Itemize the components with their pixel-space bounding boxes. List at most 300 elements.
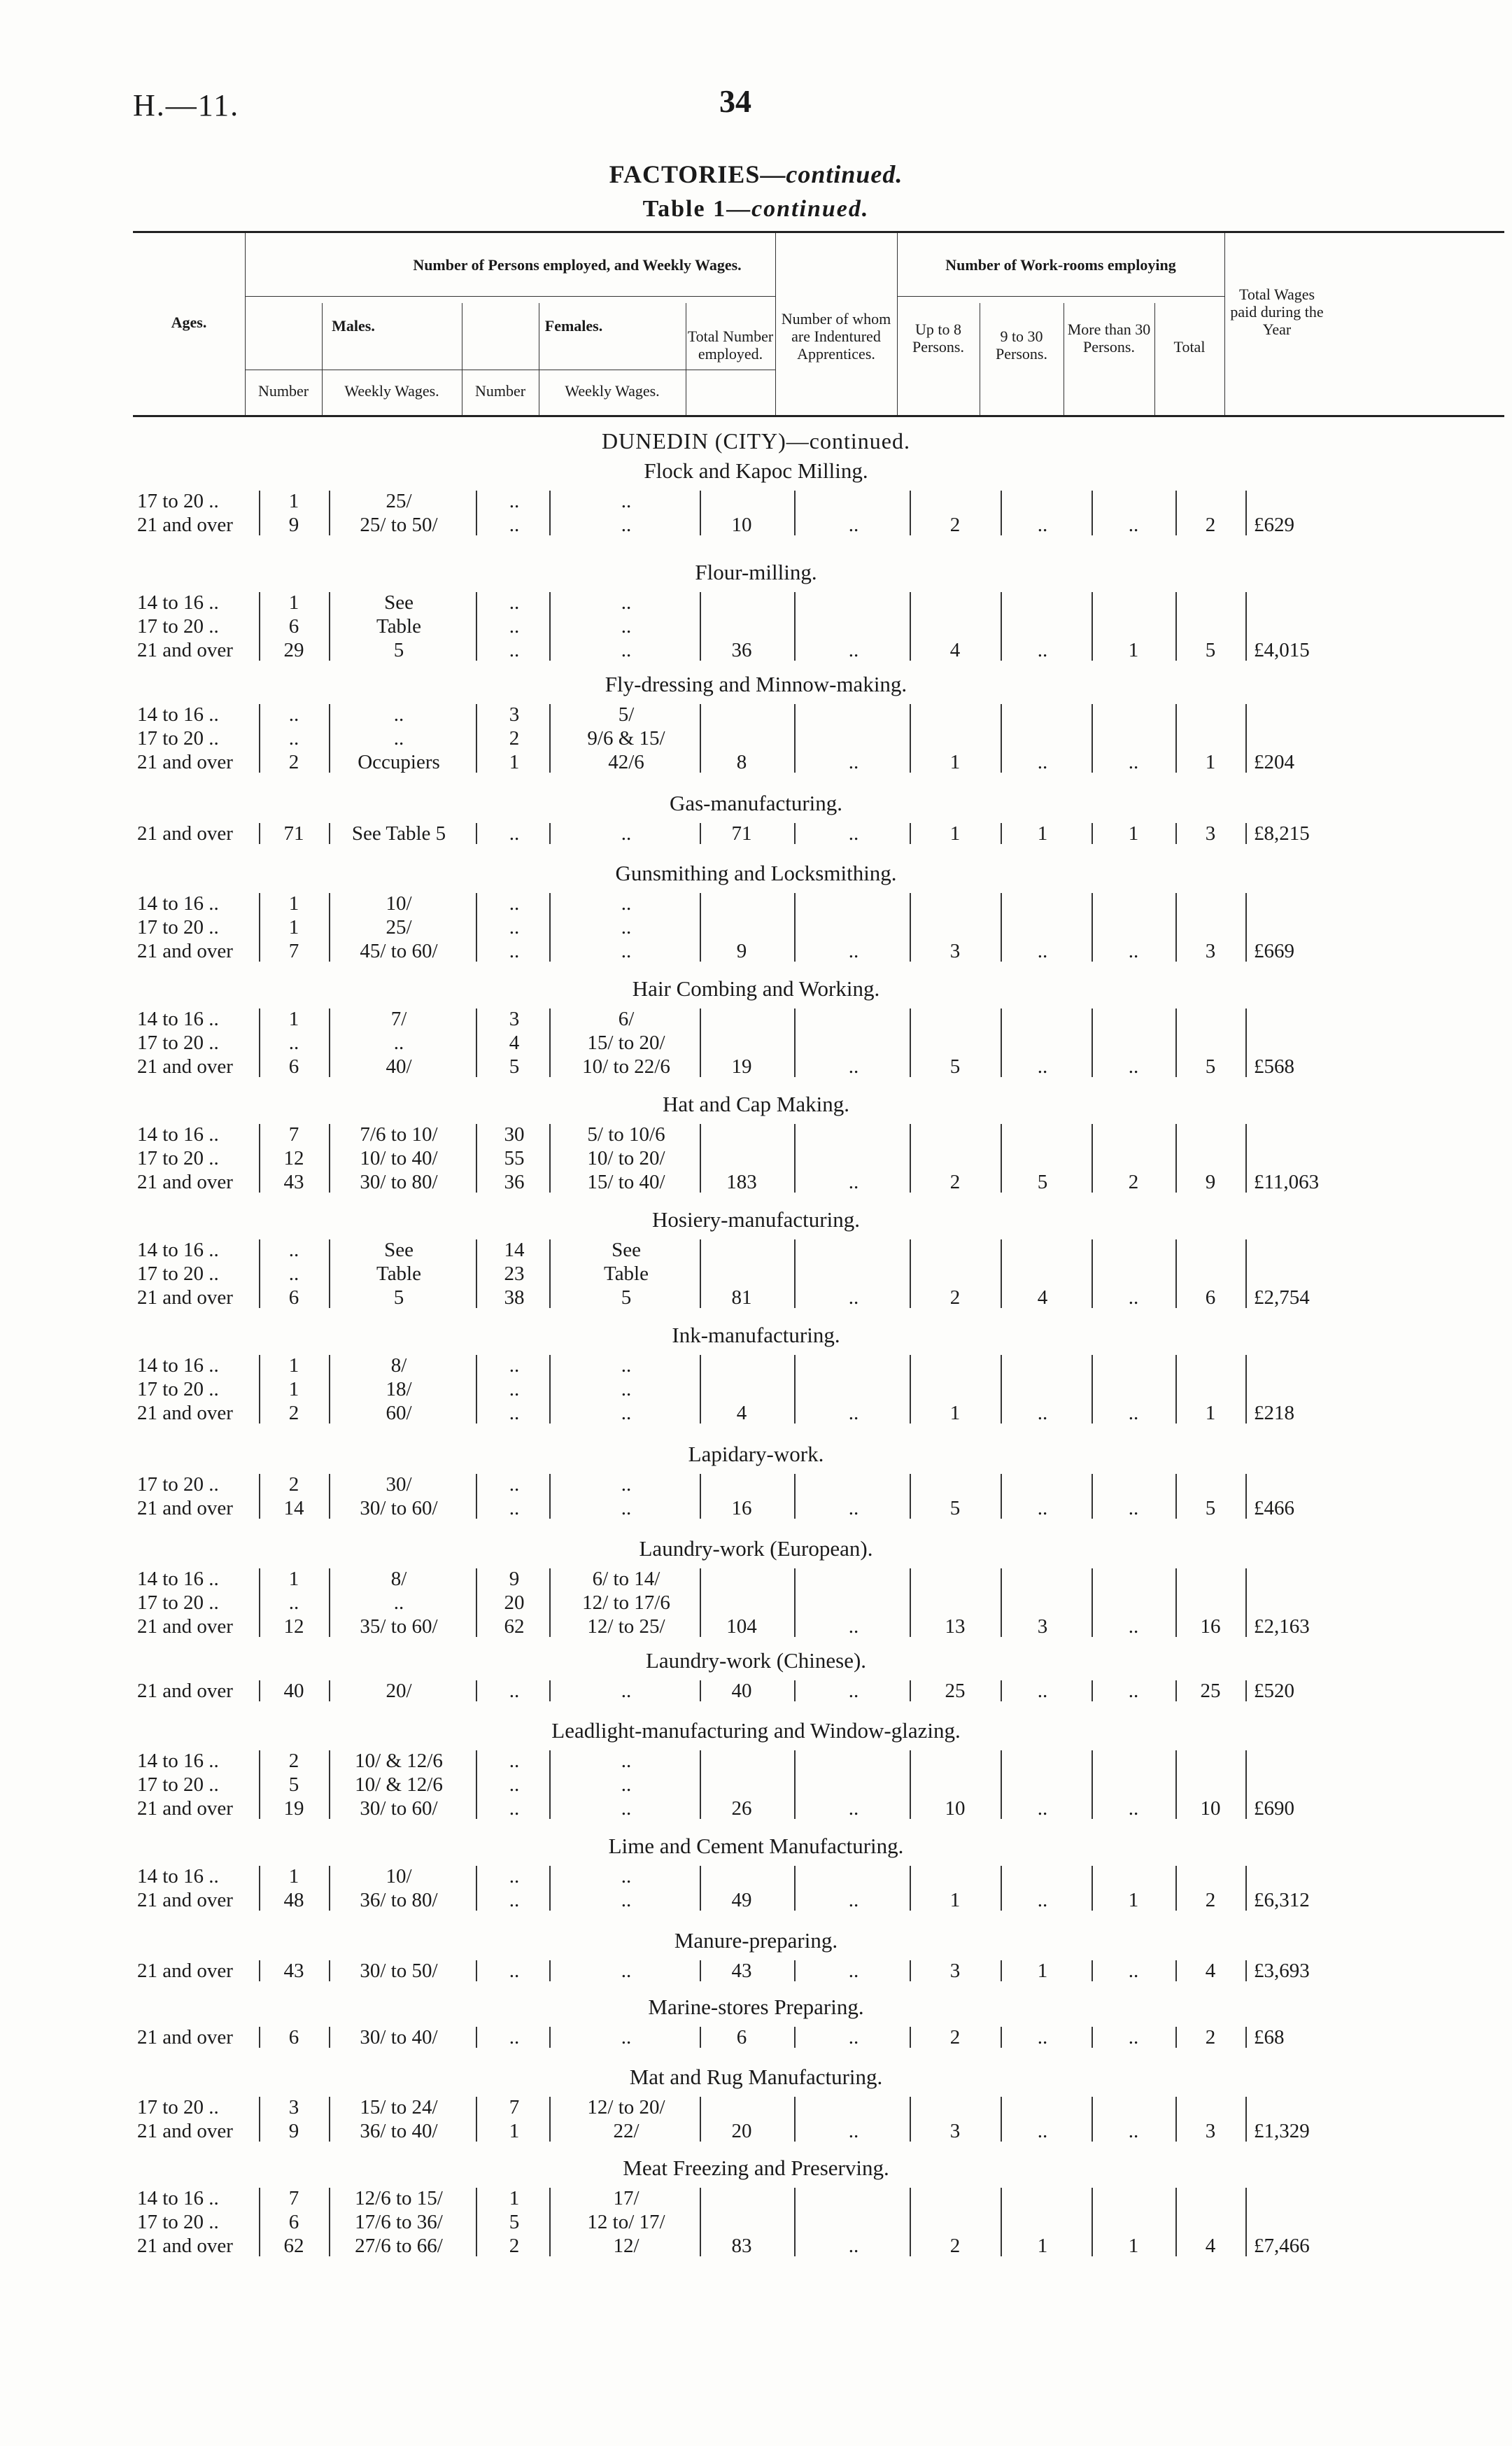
column-rule xyxy=(1091,1474,1093,1519)
rooms-more-than-30: .. xyxy=(1128,940,1139,962)
male-weekly-wages: 30/ to 40/ xyxy=(360,2026,438,2048)
column-rule xyxy=(329,1960,330,1981)
apprentices: .. xyxy=(848,1402,859,1424)
column-rule xyxy=(1001,823,1002,844)
total-employed: 43 xyxy=(731,1960,752,1982)
column-rule xyxy=(700,2027,701,2048)
male-weekly-wages: 27/6 to 66/ xyxy=(355,2235,443,2257)
female-weekly-wages: .. xyxy=(621,940,632,962)
age-group: 17 to 20 .. xyxy=(137,2211,219,2233)
column-rule xyxy=(910,592,911,661)
column-rule xyxy=(1175,1474,1177,1519)
male-number: 1 xyxy=(288,490,299,512)
male-weekly-wages: 10/ to 40/ xyxy=(360,1147,438,1169)
female-weekly-wages: 12 to/ 17/ xyxy=(587,2211,665,2233)
age-group: 17 to 20 .. xyxy=(137,1147,219,1169)
age-group: 21 and over xyxy=(137,1615,233,1638)
female-number: 4 xyxy=(509,1032,520,1054)
rooms-more-than-30: .. xyxy=(1128,2026,1139,2048)
column-rule xyxy=(700,823,701,844)
age-group: 17 to 20 .. xyxy=(137,727,219,750)
column-rule xyxy=(1245,893,1247,962)
male-number: 1 xyxy=(288,1354,299,1377)
column-rule xyxy=(549,823,551,844)
column-rule xyxy=(329,1355,330,1424)
female-number: 5 xyxy=(509,1055,520,1078)
column-rule xyxy=(1001,1474,1002,1519)
female-weekly-wages: 6/ xyxy=(618,1008,635,1030)
male-number: 1 xyxy=(288,591,299,614)
column-rule xyxy=(1245,1008,1247,1077)
column-rule xyxy=(329,1474,330,1519)
column-rule xyxy=(910,1008,911,1077)
column-rule xyxy=(476,1750,477,1819)
male-number: 6 xyxy=(288,1055,299,1078)
age-group: 21 and over xyxy=(137,514,233,536)
column-rule xyxy=(329,1008,330,1077)
header-apprentices: Number of whom are Indentured Apprentices. xyxy=(781,310,891,363)
rooms-total: 2 xyxy=(1205,1889,1216,1911)
section-title: Laundry-work (Chinese). xyxy=(645,1648,867,1673)
header-total-employed: Total Number employed. xyxy=(687,328,774,363)
section-title: Meat Freezing and Preserving. xyxy=(623,2156,889,2180)
male-weekly-wages: Table xyxy=(376,1263,421,1285)
apprentices: .. xyxy=(848,2026,859,2048)
male-weekly-wages: 36/ to 40/ xyxy=(360,2120,438,2142)
male-number: 1 xyxy=(288,1568,299,1590)
apprentices: .. xyxy=(848,1055,859,1078)
section-title: Mat and Rug Manufacturing. xyxy=(629,2065,883,2089)
age-group: 21 and over xyxy=(137,2120,233,2142)
column-rule xyxy=(1245,1239,1247,1308)
section-title: Flock and Kapoc Milling. xyxy=(644,458,868,483)
age-group: 14 to 16 .. xyxy=(137,703,219,726)
female-number: .. xyxy=(509,1378,520,1400)
header-wages-paid: Total Wages paid during the Year xyxy=(1230,286,1324,338)
age-group: 17 to 20 .. xyxy=(137,490,219,512)
rooms-total: 4 xyxy=(1205,2235,1216,2257)
female-weekly-wages: .. xyxy=(621,822,632,845)
column-rule xyxy=(1245,1680,1247,1701)
female-number: 36 xyxy=(504,1171,525,1193)
column-rule xyxy=(1001,893,1002,962)
column-rule xyxy=(794,1124,796,1193)
male-weekly-wages: 10/ xyxy=(386,892,412,915)
column-rule xyxy=(1175,704,1177,773)
column-rule xyxy=(259,1355,260,1424)
rooms-up-to-8: 5 xyxy=(949,1497,961,1519)
age-group: 21 and over xyxy=(137,1497,233,1519)
header-female-number: Number xyxy=(474,382,526,400)
male-weekly-wages: .. xyxy=(393,727,404,750)
age-group: 14 to 16 .. xyxy=(137,1354,219,1377)
total-employed: 26 xyxy=(731,1797,752,1820)
column-rule xyxy=(910,1124,911,1193)
female-weekly-wages: 12/ to 17/6 xyxy=(582,1591,670,1614)
column-rule xyxy=(476,491,477,535)
rooms-more-than-30: .. xyxy=(1128,751,1139,773)
column-rule xyxy=(700,2188,701,2256)
header-male-number: Number xyxy=(257,382,309,400)
female-number: .. xyxy=(509,822,520,845)
total-employed: 71 xyxy=(731,822,752,845)
male-weekly-wages: 5 xyxy=(393,1286,404,1309)
section-title: Flour-milling. xyxy=(695,560,817,584)
column-rule xyxy=(1091,1008,1093,1077)
column-rule xyxy=(329,1750,330,1819)
apprentices: .. xyxy=(848,2235,859,2257)
female-weekly-wages: 6/ to 14/ xyxy=(592,1568,660,1590)
rooms-more-than-30: .. xyxy=(1128,1497,1139,1519)
total-employed: 49 xyxy=(731,1889,752,1911)
male-weekly-wages: 15/ to 24/ xyxy=(360,2096,438,2118)
column-rule xyxy=(910,823,911,844)
section-title: Laundry-work (European). xyxy=(639,1536,873,1561)
header-more-than-30: More than 30 Persons. xyxy=(1067,321,1151,356)
male-weekly-wages: 25/ to 50/ xyxy=(360,514,438,536)
column-rule xyxy=(910,893,911,962)
rooms-up-to-8: 2 xyxy=(949,514,961,536)
wages-paid: £2,163 xyxy=(1254,1615,1310,1638)
column-rule xyxy=(476,1960,477,1981)
age-group: 17 to 20 .. xyxy=(137,2096,219,2118)
age-group: 14 to 16 .. xyxy=(137,1239,219,1261)
section-title: Hair Combing and Working. xyxy=(632,976,880,1001)
apprentices: .. xyxy=(848,1889,859,1911)
column-rule xyxy=(476,2027,477,2048)
age-group: 14 to 16 .. xyxy=(137,591,219,614)
female-weekly-wages: .. xyxy=(621,1354,632,1377)
female-number: .. xyxy=(509,639,520,661)
column-rule xyxy=(1175,592,1177,661)
rooms-more-than-30: .. xyxy=(1128,1055,1139,1078)
column-rule xyxy=(549,893,551,962)
column-rule xyxy=(329,1124,330,1193)
female-weekly-wages: 12/ xyxy=(613,2235,640,2257)
male-weekly-wages: 30/ to 80/ xyxy=(360,1171,438,1193)
column-rule xyxy=(700,704,701,773)
male-weekly-wages: 25/ xyxy=(386,916,412,939)
age-group: 14 to 16 .. xyxy=(137,892,219,915)
male-number: 6 xyxy=(288,2026,299,2048)
female-weekly-wages: .. xyxy=(621,1473,632,1496)
female-weekly-wages: .. xyxy=(621,1750,632,1772)
column-rule xyxy=(1091,491,1093,535)
female-weekly-wages: .. xyxy=(621,1889,632,1911)
header-9-to-30: 9 to 30 Persons. xyxy=(996,328,1047,363)
rooms-more-than-30: .. xyxy=(1128,1797,1139,1820)
female-number: 1 xyxy=(509,2120,520,2142)
male-number: 2 xyxy=(288,751,299,773)
female-number: .. xyxy=(509,2026,520,2048)
age-group: 17 to 20 .. xyxy=(137,1473,219,1496)
female-weekly-wages: 12/ to 25/ xyxy=(587,1615,665,1638)
rooms-9-to-30: .. xyxy=(1037,2026,1048,2048)
female-number: 55 xyxy=(504,1147,525,1169)
female-number: 62 xyxy=(504,1615,525,1638)
female-number: .. xyxy=(509,1773,520,1796)
column-rule xyxy=(476,1474,477,1519)
column-rule xyxy=(1245,2027,1247,2048)
male-number: .. xyxy=(288,1032,299,1054)
column-rule xyxy=(476,2188,477,2256)
rooms-9-to-30: 4 xyxy=(1037,1286,1048,1309)
total-employed: 16 xyxy=(731,1497,752,1519)
column-rule xyxy=(1091,1750,1093,1819)
female-number: 23 xyxy=(504,1263,525,1285)
table-subtitle xyxy=(0,196,1512,223)
section-title: Ink-manufacturing. xyxy=(672,1323,840,1347)
district-title: DUNEDIN (CITY)—continued. xyxy=(602,428,910,454)
male-number: 40 xyxy=(283,1680,304,1702)
wages-paid: £1,329 xyxy=(1254,2120,1310,2142)
rooms-more-than-30: .. xyxy=(1128,2120,1139,2142)
apprentices: .. xyxy=(848,822,859,845)
female-weekly-wages: .. xyxy=(621,916,632,939)
apprentices: .. xyxy=(848,1797,859,1820)
column-rule xyxy=(549,491,551,535)
table-subtitle-cont: continued. xyxy=(751,196,870,222)
column-rule xyxy=(1245,1568,1247,1637)
rooms-more-than-30: .. xyxy=(1128,1402,1139,1424)
column-rule xyxy=(259,2097,260,2142)
column-rule xyxy=(794,491,796,535)
age-group: 14 to 16 .. xyxy=(137,1123,219,1146)
column-rule xyxy=(794,1474,796,1519)
apprentices: .. xyxy=(848,639,859,661)
male-weekly-wages: 20/ xyxy=(386,1680,412,1702)
page-title xyxy=(0,160,1512,189)
total-employed: 36 xyxy=(731,639,752,661)
rooms-9-to-30: .. xyxy=(1037,639,1048,661)
column-rule xyxy=(1245,491,1247,535)
male-number: 5 xyxy=(288,1773,299,1796)
female-number: .. xyxy=(509,490,520,512)
male-weekly-wages: 30/ to 60/ xyxy=(360,1797,438,1820)
age-group: 17 to 20 .. xyxy=(137,1032,219,1054)
rooms-total: 4 xyxy=(1205,1960,1216,1982)
age-group: 21 and over xyxy=(137,1286,233,1309)
column-rule xyxy=(1001,1008,1002,1077)
rooms-9-to-30: .. xyxy=(1037,751,1048,773)
header-rooms-group: Number of Work-rooms employing xyxy=(945,256,1176,274)
apprentices: .. xyxy=(848,2120,859,2142)
column-rule xyxy=(1245,823,1247,844)
column-rule xyxy=(549,1960,551,1981)
apprentices: .. xyxy=(848,751,859,773)
female-number: .. xyxy=(509,892,520,915)
male-weekly-wages: 8/ xyxy=(390,1354,407,1377)
age-group: 17 to 20 .. xyxy=(137,916,219,939)
male-number: 7 xyxy=(288,2187,299,2209)
column-rule xyxy=(476,1355,477,1424)
column-rule xyxy=(476,592,477,661)
wages-paid: £204 xyxy=(1254,751,1294,773)
column-rule xyxy=(476,1680,477,1701)
column-rule xyxy=(910,1680,911,1701)
male-number: 29 xyxy=(283,639,304,661)
male-weekly-wages: .. xyxy=(393,703,404,726)
column-rule xyxy=(476,1568,477,1637)
female-number: .. xyxy=(509,1497,520,1519)
column-rule xyxy=(1175,1960,1177,1981)
male-weekly-wages: See xyxy=(384,591,414,614)
total-employed: 6 xyxy=(736,2026,747,2048)
total-employed: 20 xyxy=(731,2120,752,2142)
column-rule xyxy=(549,592,551,661)
column-rule xyxy=(1091,2027,1093,2048)
rooms-total: 9 xyxy=(1205,1171,1216,1193)
rooms-9-to-30: 3 xyxy=(1037,1615,1048,1638)
column-rule xyxy=(259,2027,260,2048)
female-weekly-wages: 12/ to 20/ xyxy=(587,2096,665,2118)
age-group: 14 to 16 .. xyxy=(137,1750,219,1772)
male-number: 12 xyxy=(283,1147,304,1169)
female-weekly-wages: 9/6 & 15/ xyxy=(587,727,665,750)
column-rule xyxy=(1001,1866,1002,1911)
rooms-9-to-30: .. xyxy=(1037,1680,1048,1702)
female-number: 9 xyxy=(509,1568,520,1590)
section-title: Leadlight-manufacturing and Window-glazing. xyxy=(551,1718,961,1743)
rooms-up-to-8: 1 xyxy=(949,1402,961,1424)
rooms-more-than-30: 1 xyxy=(1128,639,1139,661)
column-rule xyxy=(910,2097,911,2142)
column-rule xyxy=(1175,2097,1177,2142)
female-weekly-wages: .. xyxy=(621,1960,632,1982)
male-weekly-wages: Occupiers xyxy=(358,751,440,773)
male-number: 3 xyxy=(288,2096,299,2118)
female-number: .. xyxy=(509,1402,520,1424)
column-rule xyxy=(476,1239,477,1308)
column-rule xyxy=(1001,1680,1002,1701)
male-weekly-wages: 30/ xyxy=(386,1473,412,1496)
age-group: 17 to 20 .. xyxy=(137,1591,219,1614)
column-rule xyxy=(549,1124,551,1193)
column-rule xyxy=(910,1355,911,1424)
rooms-total: 3 xyxy=(1205,940,1216,962)
column-rule xyxy=(700,592,701,661)
apprentices: .. xyxy=(848,940,859,962)
male-weekly-wages: 12/6 to 15/ xyxy=(355,2187,443,2209)
column-rule xyxy=(910,1474,911,1519)
total-employed: 10 xyxy=(731,514,752,536)
column-rule xyxy=(1091,592,1093,661)
column-rule xyxy=(910,491,911,535)
column-rule xyxy=(329,823,330,844)
column-rule xyxy=(1091,2097,1093,2142)
column-rule xyxy=(910,704,911,773)
column-rule xyxy=(259,1474,260,1519)
age-group: 14 to 16 .. xyxy=(137,1008,219,1030)
column-rule xyxy=(700,1866,701,1911)
age-group: 17 to 20 .. xyxy=(137,1378,219,1400)
male-number: .. xyxy=(288,1263,299,1285)
column-rule xyxy=(1245,1474,1247,1519)
rooms-total: 1 xyxy=(1205,751,1216,773)
column-rule xyxy=(700,1680,701,1701)
age-group: 21 and over xyxy=(137,1402,233,1424)
female-weekly-wages: .. xyxy=(621,1680,632,1702)
wages-paid: £568 xyxy=(1254,1055,1294,1078)
female-number: .. xyxy=(509,1680,520,1702)
female-number: 7 xyxy=(509,2096,520,2118)
column-rule xyxy=(794,1355,796,1424)
female-weekly-wages: 42/6 xyxy=(608,751,644,773)
rooms-up-to-8: 2 xyxy=(949,1286,961,1309)
rooms-9-to-30: 1 xyxy=(1037,1960,1048,1982)
age-group: 21 and over xyxy=(137,2026,233,2048)
column-rule xyxy=(910,1866,911,1911)
female-number: .. xyxy=(509,1473,520,1496)
page-number: 34 xyxy=(719,83,751,119)
age-group: 21 and over xyxy=(137,1171,233,1193)
female-weekly-wages: .. xyxy=(621,490,632,512)
column-rule xyxy=(259,1008,260,1077)
column-rule xyxy=(549,2188,551,2256)
male-weekly-wages: 7/6 to 10/ xyxy=(360,1123,438,1146)
age-group: 14 to 16 .. xyxy=(137,2187,219,2209)
section-title: Marine-stores Preparing. xyxy=(648,1995,864,2019)
column-rule xyxy=(1245,1866,1247,1911)
column-rule xyxy=(259,1239,260,1308)
rooms-up-to-8: 1 xyxy=(949,751,961,773)
female-number: 3 xyxy=(509,1008,520,1030)
wages-paid: £7,466 xyxy=(1254,2235,1310,2257)
column-rule xyxy=(794,893,796,962)
column-rule xyxy=(700,1960,701,1981)
column-rule xyxy=(329,491,330,535)
female-number: .. xyxy=(509,1889,520,1911)
age-group: 17 to 20 .. xyxy=(137,1773,219,1796)
age-group: 17 to 20 .. xyxy=(137,1263,219,1285)
male-number: 43 xyxy=(283,1171,304,1193)
column-rule xyxy=(700,1008,701,1077)
column-rule xyxy=(1001,2097,1002,2142)
female-number: 5 xyxy=(509,2211,520,2233)
wages-paid: £4,015 xyxy=(1254,639,1310,661)
column-rule xyxy=(329,2097,330,2142)
column-rule xyxy=(910,2027,911,2048)
male-number: 43 xyxy=(283,1960,304,1982)
female-weekly-wages: 5/ xyxy=(618,703,635,726)
female-weekly-wages: 5/ to 10/6 xyxy=(587,1123,665,1146)
column-rule xyxy=(259,592,260,661)
column-rule xyxy=(1001,1355,1002,1424)
rooms-more-than-30: .. xyxy=(1128,1286,1139,1309)
female-weekly-wages: .. xyxy=(621,1797,632,1820)
rooms-up-to-8: 2 xyxy=(949,2235,961,2257)
column-rule xyxy=(1091,1124,1093,1193)
rooms-total: 3 xyxy=(1205,822,1216,845)
female-weekly-wages: .. xyxy=(621,1402,632,1424)
column-rule xyxy=(1175,1008,1177,1077)
female-number: .. xyxy=(509,1960,520,1982)
rooms-total: 1 xyxy=(1205,1402,1216,1424)
column-rule xyxy=(549,1239,551,1308)
header-male-wages: Weekly Wages. xyxy=(344,382,439,400)
male-number: 14 xyxy=(283,1497,304,1519)
age-group: 21 and over xyxy=(137,822,233,845)
total-employed: 83 xyxy=(731,2235,752,2257)
age-group: 14 to 16 .. xyxy=(137,1568,219,1590)
column-rule xyxy=(1175,823,1177,844)
rooms-more-than-30: 1 xyxy=(1128,1889,1139,1911)
apprentices: .. xyxy=(848,1615,859,1638)
header-persons-group: Number of Persons employed, and Weekly Wages. xyxy=(413,256,742,274)
column-rule xyxy=(476,1124,477,1193)
female-number: 30 xyxy=(504,1123,525,1146)
column-rule xyxy=(910,1568,911,1637)
